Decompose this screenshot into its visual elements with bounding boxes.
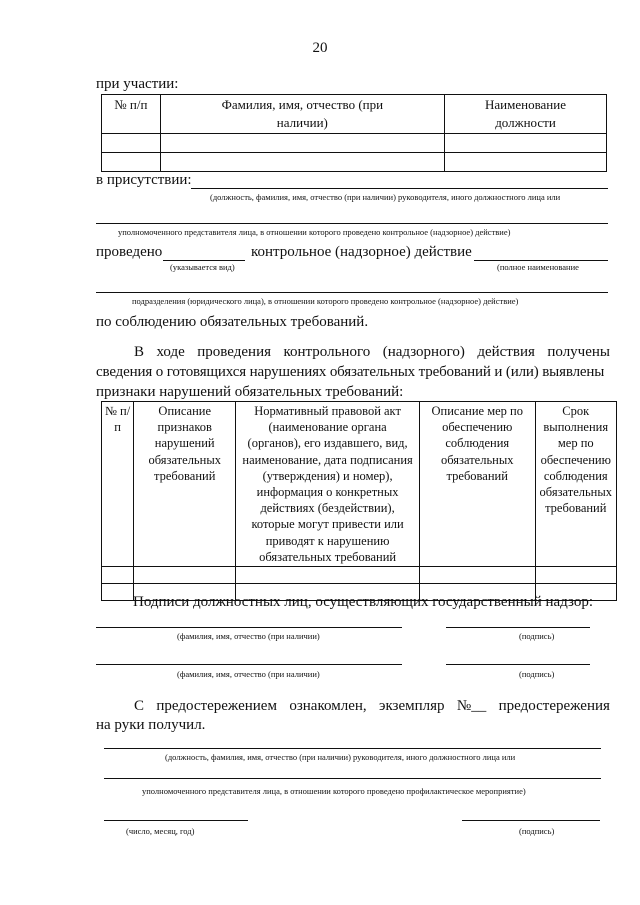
signature-name-caption-2: (фамилия, имя, отчество (при наличии): [177, 669, 320, 679]
signature-sign-caption-2: (подпись): [519, 669, 555, 679]
presence-line: [191, 188, 608, 189]
col-description-header: Описание признаков нарушений обязательных требований: [134, 402, 236, 567]
ack-date-caption: (число, месяц, год): [126, 826, 195, 836]
ack-word: С: [134, 698, 145, 714]
ack-word: предостережения: [498, 698, 610, 714]
signature-name-line-1: [96, 627, 402, 628]
signature-sign-line-1: [446, 627, 590, 628]
ack-person-line-1: [104, 748, 601, 749]
conducted-caption-org: подразделения (юридического лица), в отношении которого проведено контрольное (надзорное) действие): [132, 296, 519, 306]
col-name-header: Фамилия, имя, отчество (при наличии): [160, 95, 444, 134]
col-legal-act-header: Нормативный правовой акт (наименование органа (органов), его издавшего, вид, наименование, дата подписания (утверждения) и номер), информация о конкретных действиях (бездействии), которые могут привести или приводят к нарушению обязательных требований: [236, 402, 420, 567]
col-position-header: Наименование должности: [445, 95, 607, 134]
acknowledgement-line-1: [134, 698, 610, 715]
conducted-middle: контрольное (надзорное) действие: [251, 244, 472, 260]
col-number-header: № п/п: [102, 402, 134, 567]
presence-caption-1: (должность, фамилия, имя, отчество (при наличии) руководителя, иного должностного лица или: [210, 192, 561, 202]
signature-name-caption-1: (фамилия, имя, отчество (при наличии): [177, 631, 320, 641]
paragraph-line-1: В ходе проведения контрольного (надзорного) действия получены: [134, 344, 610, 360]
col-measures-header: Описание мер по обеспечению соблюдения обязательных требований: [419, 402, 535, 567]
participation-label: при участии:: [96, 76, 179, 92]
col-deadline-header: Срок выполнения мер по обеспечению соблюдения обязательных требований: [535, 402, 616, 567]
conducted-type-line: [163, 260, 245, 261]
signature-name-line-2: [96, 664, 402, 665]
page-number: 20: [312, 40, 328, 56]
ack-word: ознакомлен,: [289, 698, 367, 714]
signatures-title: Подписи должностных лиц, осуществляющих государственный надзор:: [133, 594, 593, 610]
conducted-org-line: [96, 292, 608, 293]
presence-label: в присутствии:: [96, 172, 192, 188]
presence-caption-2: уполномоченного представителя лица, в отношении которого проведено контрольное (надзорное) действие): [118, 227, 511, 237]
violations-table: [101, 401, 617, 601]
participation-table: [101, 94, 607, 172]
signature-sign-line-2: [446, 664, 590, 665]
ack-word: экземпляр: [379, 698, 445, 714]
col-number-header: № п/п: [102, 95, 161, 134]
conducted-name-line: [474, 260, 608, 261]
ack-sign-line: [462, 820, 600, 821]
paragraph-line-2: сведения о готовящихся нарушениях обязательных требований и (или) выявлены: [96, 364, 605, 380]
ack-sign-caption: (подпись): [519, 826, 555, 836]
ack-word: №__: [456, 698, 487, 714]
ack-person-line-2: [104, 778, 601, 779]
table-row: [102, 567, 617, 584]
ack-word: предостережением: [156, 698, 277, 714]
compliance-line: по соблюдению обязательных требований.: [96, 314, 369, 330]
ack-date-line: [104, 820, 248, 821]
conducted-caption-type: (указывается вид): [170, 262, 235, 272]
ack-caption-2: уполномоченного представителя лица, в отношении которого проведено профилактическое мероприятие): [142, 786, 526, 796]
paragraph-line-3: признаки нарушений обязательных требований:: [96, 384, 404, 400]
presence-line-2: [96, 223, 608, 224]
table-row: [102, 134, 607, 153]
ack-caption-1: (должность, фамилия, имя, отчество (при наличии) руководителя, иного должностного лица или: [165, 752, 516, 762]
acknowledgement-line-2: на руки получил.: [96, 717, 206, 733]
table-row: [102, 153, 607, 172]
conducted-caption-name: (полное наименование: [497, 262, 579, 272]
conducted-word: проведено: [96, 244, 163, 260]
signature-sign-caption-1: (подпись): [519, 631, 555, 641]
